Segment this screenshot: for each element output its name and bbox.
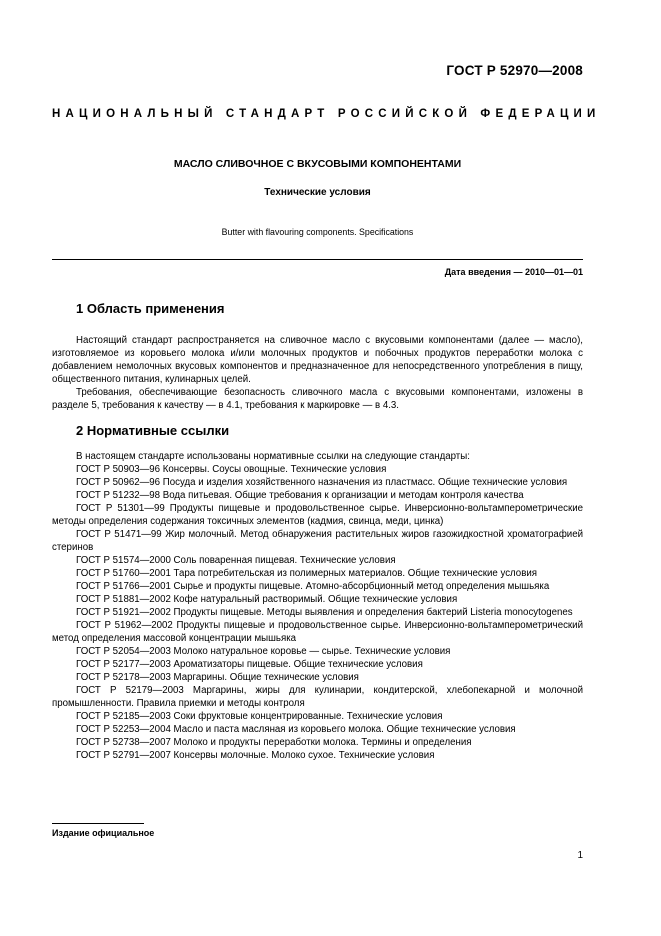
reference-item: ГОСТ Р 50962—96 Посуда и изделия хозяйственного назначения из пластмасс. Общие технические условия: [76, 477, 568, 488]
section-1-paragraph: Требования, обеспечивающие безопасность сливочного масла с вкусовыми компонентами, изложены в разделе 5, требования к качеству — в 4.1, требования к маркировке — в 4.3.: [52, 387, 583, 411]
document-code: ГОСТ Р 52970—2008: [446, 63, 583, 78]
reference-item: ГОСТ Р 51760—2001 Тара потребительская из полимерных материалов. Общие технические условия: [76, 568, 537, 579]
document-body: [52, 300, 583, 762]
reference-item: ГОСТ Р 51766—2001 Сырье и продукты пищевые. Атомно-абсорбционный метод определения мышьяка: [76, 581, 550, 592]
national-standard-heading: НАЦИОНАЛЬНЫЙ СТАНДАРТ РОССИЙСКОЙ ФЕДЕРАЦИИ: [52, 108, 601, 120]
reference-item: ГОСТ Р 51471—99 Жир молочный. Метод обнаружения растительных жиров газожидкостной хроматографией стеринов: [52, 529, 583, 553]
page-number: 1: [577, 850, 583, 861]
reference-item: ГОСТ Р 52253—2004 Масло и паста масляная из коровьего молока. Общие технические условия: [76, 724, 516, 735]
reference-item: ГОСТ Р 52177—2003 Ароматизаторы пищевые. Общие технические условия: [76, 659, 423, 670]
introduction-date: Дата введения — 2010—01—01: [444, 267, 583, 277]
reference-item: ГОСТ Р 51232—98 Вода питьевая. Общие требования к организации и методам контроля качества: [76, 490, 524, 501]
reference-item: ГОСТ Р 51921—2002 Продукты пищевые. Методы выявления и определения бактерий Listeria monocytogenes: [76, 607, 573, 618]
reference-item: ГОСТ Р 52185—2003 Соки фруктовые концентрированные. Технические условия: [76, 711, 443, 722]
official-edition-label: Издание официальное: [52, 828, 155, 838]
reference-item: ГОСТ Р 52179—2003 Маргарины, жиры для кулинарии, кондитерской, хлебопекарной и молочной промышленности. Правила приемки и методы контроля: [52, 685, 583, 709]
header-divider: [52, 259, 583, 260]
section-2-title: 2 Нормативные ссылки: [76, 423, 230, 438]
document-title: МАСЛО СЛИВОЧНОЕ С ВКУСОВЫМИ КОМПОНЕНТАМИ: [173, 158, 462, 170]
reference-item: ГОСТ Р 51301—99 Продукты пищевые и продовольственное сырье. Инверсионно-вольтамперометрические методы определения содержания токсичных элементов (кадмия, свинца, меди, цинка): [52, 503, 583, 527]
reference-item: ГОСТ Р 51574—2000 Соль поваренная пищевая. Технические условия: [76, 555, 396, 566]
english-title: Butter with flavouring components. Specifications: [221, 227, 414, 237]
reference-item: ГОСТ Р 52791—2007 Консервы молочные. Молоко сухое. Технические условия: [76, 750, 435, 761]
reference-item: ГОСТ Р 51881—2002 Кофе натуральный растворимый. Общие технические условия: [76, 594, 458, 605]
reference-item: ГОСТ Р 52178—2003 Маргарины. Общие технические условия: [76, 672, 359, 683]
reference-item: ГОСТ Р 50903—96 Консервы. Соусы овощные. Технические условия: [76, 464, 387, 475]
section-2-intro: В настоящем стандарте использованы нормативные ссылки на следующие стандарты:: [76, 451, 470, 462]
reference-item: ГОСТ Р 51962—2002 Продукты пищевые и продовольственное сырье. Инверсионно-вольтамперометрический метод определения массовой концентрации мышьяка: [52, 620, 583, 644]
document-subtitle: Технические условия: [264, 187, 371, 198]
footer-divider: [52, 823, 144, 824]
section-1-title: 1 Область применения: [76, 301, 225, 316]
reference-item: ГОСТ Р 52738—2007 Молоко и продукты переработки молока. Термины и определения: [76, 737, 472, 748]
reference-item: ГОСТ Р 52054—2003 Молоко натуральное коровье — сырье. Технические условия: [76, 646, 451, 657]
section-1-paragraph: Настоящий стандарт распространяется на сливочное масло с вкусовыми компонентами (далее — масло), изготовляемое из коровьего молока и/или молочных продуктов и побочных продуктов переработки молока с добавлением немолочных вкусовых компонентов и предназначенное для непосредственного употребления в пищу, общественного питания, кулинарных целей.: [52, 335, 583, 385]
